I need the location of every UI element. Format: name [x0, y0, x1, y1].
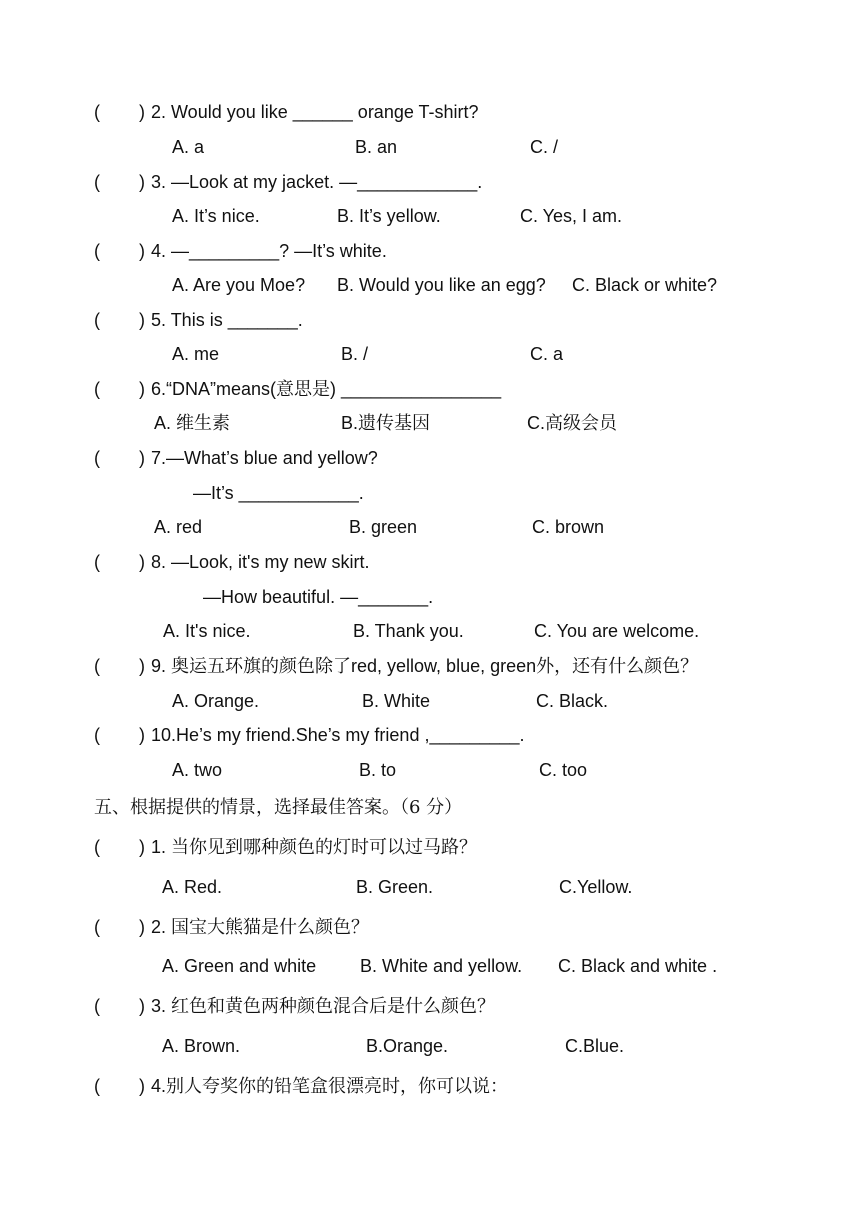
- answer-blank-close: ): [139, 102, 145, 122]
- answer-blank-open[interactable]: (: [94, 656, 100, 676]
- answer-blank-close: ): [139, 1076, 145, 1096]
- answer-blank-open[interactable]: (: [94, 102, 100, 122]
- option-a: A. 维生素: [154, 413, 231, 433]
- answer-blank-close: ): [139, 656, 145, 676]
- option-c: C. Black.: [536, 691, 609, 711]
- answer-blank-open[interactable]: (: [94, 172, 100, 192]
- option-c: C.Blue.: [565, 1036, 625, 1056]
- answer-blank-open[interactable]: (: [94, 996, 100, 1016]
- option-c: C. a: [530, 344, 564, 364]
- answer-blank-close: ): [139, 241, 145, 261]
- option-b: B. green: [349, 517, 418, 537]
- answer-blank-close: ): [139, 310, 145, 330]
- answer-blank-close: ): [139, 172, 145, 192]
- option-c: C. You are welcome.: [534, 621, 700, 641]
- question-text: 3. 红色和黄色两种颜色混合后是什么颜色？: [151, 996, 496, 1016]
- answer-blank-close: ): [139, 917, 145, 937]
- section-5-heading: 五、根据提供的情景，选择最佳答案。（6 分）: [94, 797, 463, 818]
- question-text: 7.—What’s blue and yellow?: [151, 448, 378, 468]
- answer-blank-close: ): [139, 725, 145, 745]
- option-b: B. to: [359, 760, 397, 780]
- answer-blank-open[interactable]: (: [94, 241, 100, 261]
- question-text: 2. Would you like ______ orange T-shirt?: [151, 102, 479, 122]
- answer-blank-open[interactable]: (: [94, 552, 100, 572]
- option-a: A. Brown.: [162, 1036, 241, 1056]
- reply-text: —It’s ____________.: [193, 483, 364, 503]
- option-c: C. brown: [532, 517, 605, 537]
- answer-blank-close: ): [139, 379, 145, 399]
- option-a: A. red: [154, 517, 203, 537]
- answer-blank-open[interactable]: (: [94, 917, 100, 937]
- question-text: 2. 国宝大熊猫是什么颜色？: [151, 917, 370, 937]
- answer-blank-close: ): [139, 837, 145, 857]
- option-b: B. It’s yellow.: [337, 206, 441, 226]
- question-text: 6.“DNA”means(意思是) ________________: [151, 379, 502, 399]
- question-text: 8. —Look, it's my new skirt.: [151, 552, 370, 572]
- question-text: 5. This is _______.: [151, 310, 303, 330]
- answer-blank-open[interactable]: (: [94, 725, 100, 745]
- option-a: A. Orange.: [172, 691, 260, 711]
- option-b: B. /: [341, 344, 369, 364]
- option-c: C. Black and white .: [558, 956, 718, 976]
- option-a: A. me: [172, 344, 220, 364]
- option-a: A. two: [172, 760, 223, 780]
- option-b: B. Thank you.: [353, 621, 464, 641]
- answer-blank-open[interactable]: (: [94, 310, 100, 330]
- option-c: C. too: [539, 760, 588, 780]
- option-a: A. It's nice.: [163, 621, 251, 641]
- answer-blank-close: ): [139, 996, 145, 1016]
- question-text: 10.He’s my friend.She’s my friend ,_________.: [151, 725, 525, 745]
- option-b: B.Orange.: [366, 1036, 449, 1056]
- answer-blank-open[interactable]: (: [94, 837, 100, 857]
- question-text: 9. 奥运五环旗的颜色除了red, yellow, blue, green外，还有什么颜色？: [151, 656, 699, 676]
- question-text: 4. —_________? —It’s white.: [151, 241, 387, 261]
- question-text: 4.别人夸奖你的铅笔盒很漂亮时，你可以说：: [151, 1076, 509, 1096]
- answer-blank-open[interactable]: (: [94, 1076, 100, 1096]
- option-b: B. White and yellow.: [360, 956, 523, 976]
- option-c: C.高级会员: [527, 413, 617, 433]
- option-a: A. Green and white: [162, 956, 317, 976]
- option-b: B. an: [355, 137, 398, 157]
- reply-text: —How beautiful. —_______.: [203, 587, 434, 607]
- option-a: A. It’s nice.: [172, 206, 260, 226]
- option-c: C.Yellow.: [559, 877, 633, 897]
- option-b: B. Green.: [356, 877, 434, 897]
- option-b: B. Would you like an egg?: [337, 275, 546, 295]
- answer-blank-open[interactable]: (: [94, 448, 100, 468]
- answer-blank-close: ): [139, 552, 145, 572]
- option-a: A. Are you Moe?: [172, 275, 306, 295]
- question-text: 3. —Look at my jacket. —____________.: [151, 172, 483, 192]
- option-a: A. Red.: [162, 877, 223, 897]
- option-c: C. /: [530, 137, 559, 157]
- option-c: C. Black or white?: [572, 275, 718, 295]
- question-text: 1. 当你见到哪种颜色的灯时可以过马路？: [151, 837, 478, 857]
- option-c: C. Yes, I am.: [520, 206, 623, 226]
- option-b: B. White: [362, 691, 431, 711]
- option-a: A. a: [172, 137, 205, 157]
- answer-blank-close: ): [139, 448, 145, 468]
- answer-blank-open[interactable]: (: [94, 379, 100, 399]
- option-b: B.遗传基因: [341, 413, 431, 433]
